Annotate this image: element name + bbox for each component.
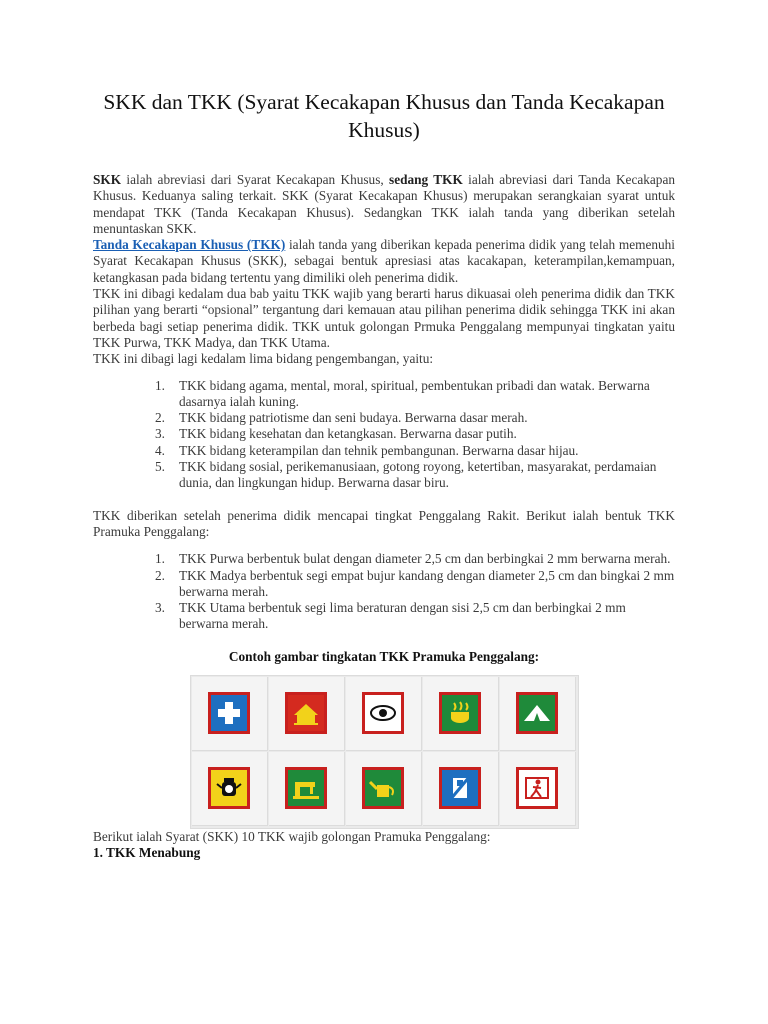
list-item: 4. TKK bidang keterampilan dan tehnik pembangunan. Berwarna dasar hijau. xyxy=(155,442,579,458)
term-tkk: sedang TKK xyxy=(389,172,463,187)
paragraph-definition: Tanda Kecakapan Khusus (TKK) ialah tanda yang diberikan kepada penerima didik yang telah memenuhi Syarat Kecakapan Khusus (SKK), sebagai bentuk apresiasi atas kacakapan, keterampilan,kemampuan, ketangkasan pada bidang tertentu yang dimiliki oleh penerima didik. xyxy=(93,237,675,285)
paragraph-shapes-intro: TKK diberikan setelah penerima didik mencapai tingkat Penggalang Rakit. Berikut ialah bentuk TKK Pramuka Penggalang: xyxy=(93,507,675,539)
tent-icon xyxy=(516,692,558,734)
badge-cell xyxy=(423,752,499,826)
term-skk: SKK xyxy=(93,172,122,187)
shapes-list xyxy=(93,551,675,632)
list-item: 2. TKK Madya berbentuk segi empat bujur kandang dengan diameter 2,5 cm dan bingkai 2 mm berwarna merah. xyxy=(155,567,675,599)
paragraph-intro: SKK ialah abreviasi dari Syarat Kecakapan Khusus, sedang TKK ialah abreviasi dari Tanda Kecakapan Khusus. Keduanya saling terkait. SKK (Syarat Kecakapan Khusus) merupakan serangkaian syarat untuk mendapat TKK (Tanda Kecakapan Khusus). Sedangkan TKK ialah tanda yang diberikan setelah menuntaskan SKK. xyxy=(93,172,675,236)
lantern-icon xyxy=(208,767,250,809)
badge-cell xyxy=(192,752,268,826)
cooking-pot-icon xyxy=(439,692,481,734)
badge-cell xyxy=(269,752,345,826)
fields-list xyxy=(93,378,675,492)
badge-cell xyxy=(346,677,422,751)
list-item: 2. TKK bidang patriotisme dan seni budaya. Berwarna dasar merah. xyxy=(155,410,528,426)
badge-cell xyxy=(500,752,576,826)
tkk-link[interactable]: Tanda Kecakapan Khusus (TKK) xyxy=(93,237,286,253)
building-icon xyxy=(285,692,327,734)
sewing-machine-icon xyxy=(285,767,327,809)
section-heading: 1. TKK Menabung xyxy=(93,845,201,861)
list-item: 1. TKK Purwa berbentuk bulat dengan diameter 2,5 cm dan berbingkai 2 mm berwarna merah. xyxy=(155,551,671,567)
eye-icon xyxy=(362,692,404,734)
medical-cross-icon xyxy=(208,692,250,734)
no-smoking-icon xyxy=(439,767,481,809)
figure-caption: Contoh gambar tingkatan TKK Pramuka Penggalang: xyxy=(228,648,540,664)
badge-cell xyxy=(500,677,576,751)
list-item: 3. TKK Utama berbentuk segi lima beraturan dengan sisi 2,5 cm dan berbingkai 2 mm berwarna merah. xyxy=(155,600,626,632)
document-title: SKK dan TKK (Syarat Kecakapan Khusus dan Tanda Kecakapan Khusus) xyxy=(103,90,665,142)
badge-grid-image xyxy=(190,675,579,829)
list-item: 1. TKK bidang agama, mental, moral, spiritual, pembentukan pribadi dan watak. Berwarna dasarnya ialah kuning. xyxy=(155,377,650,409)
paragraph-categories: TKK ini dibagi kedalam dua bab yaitu TKK wajib yang berarti harus dikuasai oleh penerima didik dan TKK pilihan yang berarti “opsional” tergantung dari kemauan atau pilihan penerima didik sehingga TKK ini akan berbeda bagi setiap penerima didik. TKK untuk golongan Prmuka Penggalang mempunyai tingkatan yaitu TKK Purwa, TKK Madya, dan TKK Utama. xyxy=(93,286,675,350)
badge-cell xyxy=(423,677,499,751)
badge-cell xyxy=(192,677,268,751)
watering-can-icon xyxy=(362,767,404,809)
list-item: 3. TKK bidang kesehatan dan ketangkasan. Berwarna dasar putih. xyxy=(155,426,517,442)
list-item: 5. TKK bidang sosial, perikemanusiaan, gotong royong, ketertiban, masyarakat, perdamaian dunia, dan lingkungan hidup. Berwarna dasar biru. xyxy=(155,459,657,491)
paragraph-requirements-intro: Berikut ialah Syarat (SKK) 10 TKK wajib golongan Pramuka Penggalang: xyxy=(93,828,491,844)
badge-cell xyxy=(346,752,422,826)
document-page xyxy=(93,88,675,861)
badge-cell xyxy=(269,677,345,751)
paragraph-fields-intro: TKK ini dibagi lagi kedalam lima bidang pengembangan, yaitu: xyxy=(93,351,434,367)
exit-sign-icon xyxy=(516,767,558,809)
